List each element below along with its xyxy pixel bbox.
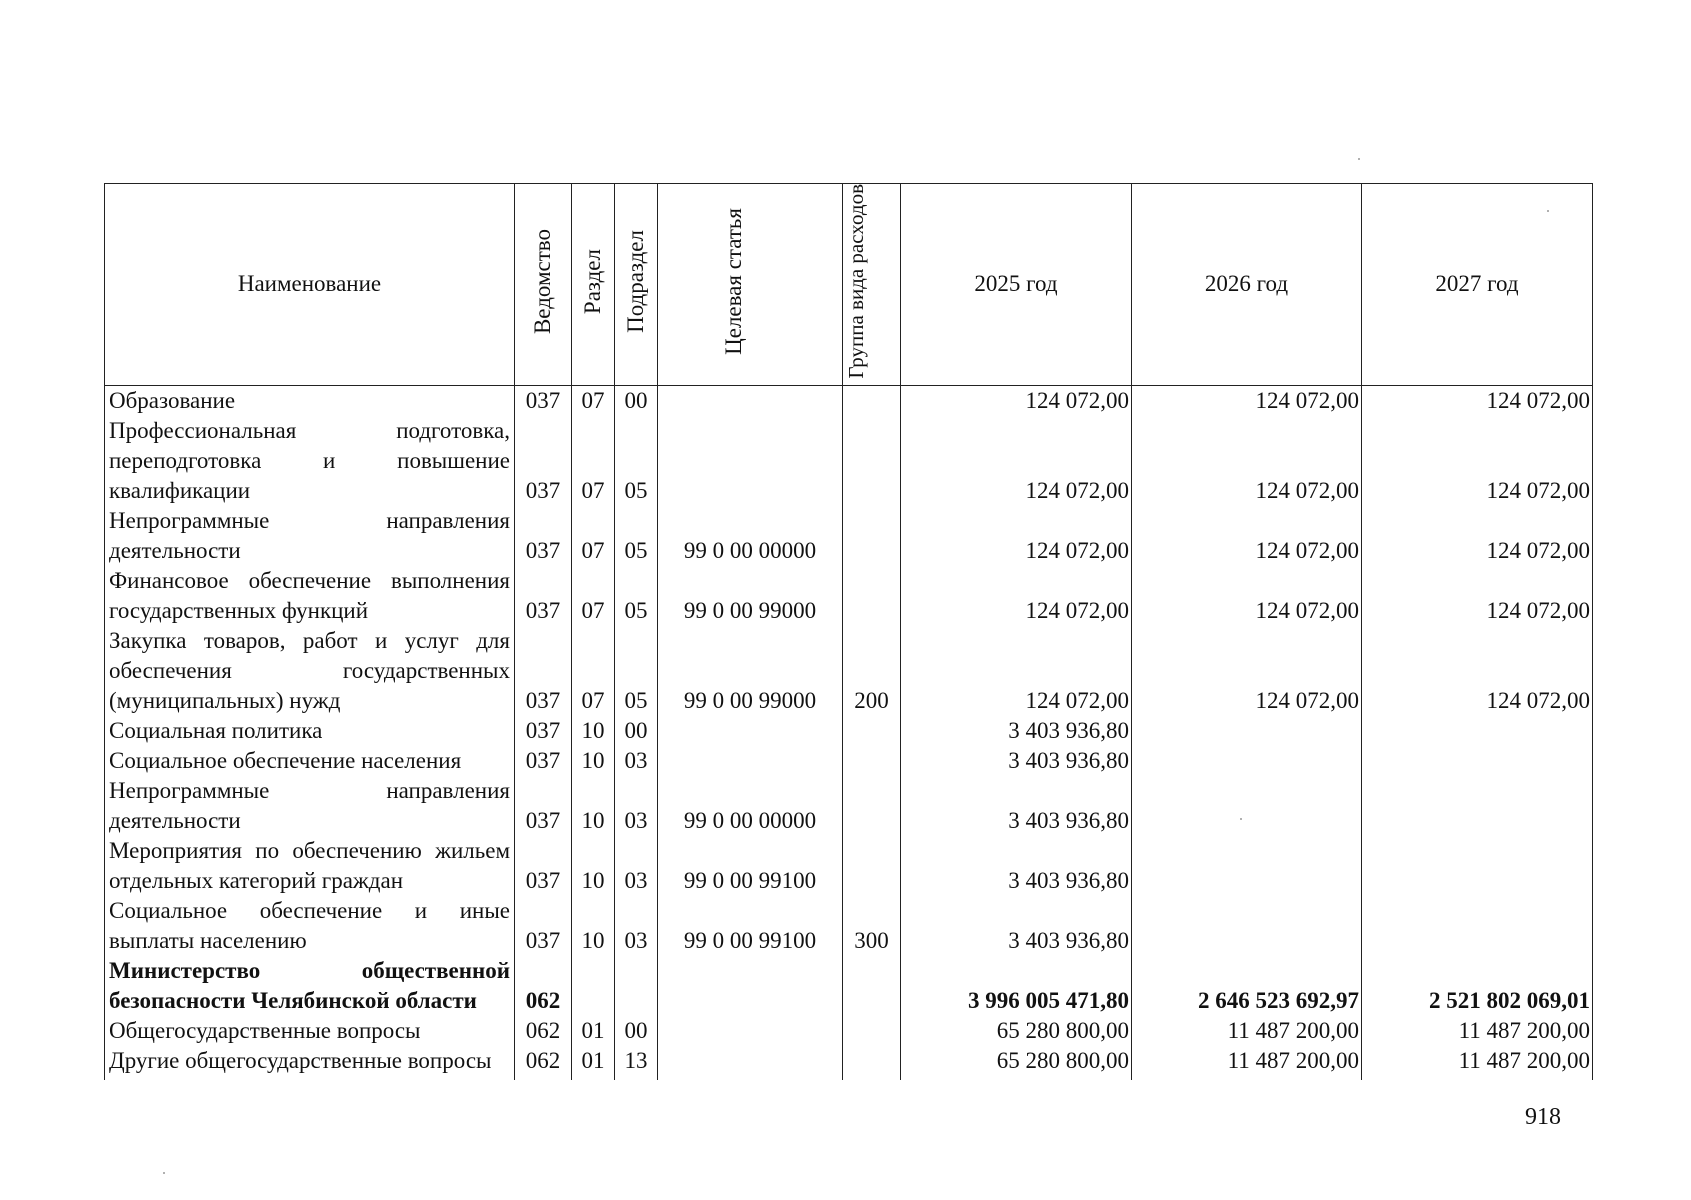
row-expense-group	[843, 1046, 901, 1080]
row-amount-2025: 124 072,00	[901, 506, 1132, 566]
row-amount-2026	[1132, 836, 1362, 896]
table-row	[105, 776, 1593, 836]
row-razdel: 07	[572, 416, 615, 506]
row-podrazdel: 03	[615, 836, 658, 896]
row-amount-2026: 2 646 523 692,97	[1132, 956, 1362, 1016]
table-row	[105, 956, 1593, 1016]
row-amount-2026: 124 072,00	[1132, 626, 1362, 716]
row-amount-2026	[1132, 776, 1362, 836]
row-amount-2027: 124 072,00	[1362, 416, 1593, 506]
table-row	[105, 746, 1593, 776]
row-amount-2027: 124 072,00	[1362, 626, 1593, 716]
row-amount-2027: 124 072,00	[1362, 506, 1593, 566]
row-amount-2025: 3 403 936,80	[901, 746, 1132, 776]
row-razdel: 10	[572, 836, 615, 896]
row-name: Финансовое обеспечение выполнения государственных функций	[105, 566, 515, 626]
scan-speck	[1358, 158, 1360, 160]
row-name: Социальное обеспечение и иные выплаты населению	[105, 896, 515, 956]
row-vedomstvo: 037	[515, 896, 572, 956]
row-target-article	[658, 1046, 843, 1080]
row-target-article	[658, 716, 843, 746]
row-vedomstvo: 037	[515, 776, 572, 836]
row-vedomstvo: 037	[515, 746, 572, 776]
row-vedomstvo: 037	[515, 626, 572, 716]
row-razdel: 10	[572, 776, 615, 836]
row-razdel: 07	[572, 506, 615, 566]
row-name: Общегосударственные вопросы	[105, 1016, 515, 1046]
row-podrazdel: 05	[615, 416, 658, 506]
row-target-article: 99 0 00 00000	[658, 506, 843, 566]
row-razdel: 07	[572, 626, 615, 716]
row-name: Образование	[105, 385, 515, 416]
row-name: Социальное обеспечение населения	[105, 746, 515, 776]
row-podrazdel	[615, 956, 658, 1016]
scan-speck	[163, 1172, 165, 1174]
row-vedomstvo: 062	[515, 956, 572, 1016]
row-amount-2027	[1362, 746, 1593, 776]
row-vedomstvo: 037	[515, 836, 572, 896]
header-razdel: Раздел	[572, 184, 615, 386]
row-podrazdel: 03	[615, 776, 658, 836]
header-2026: 2026 год	[1132, 184, 1362, 386]
table-row	[105, 1046, 1593, 1080]
row-podrazdel: 05	[615, 566, 658, 626]
row-amount-2027	[1362, 716, 1593, 746]
row-expense-group	[843, 566, 901, 626]
row-target-article	[658, 746, 843, 776]
row-target-article: 99 0 00 99000	[658, 626, 843, 716]
table-row	[105, 1016, 1593, 1046]
row-amount-2025: 65 280 800,00	[901, 1016, 1132, 1046]
row-vedomstvo: 037	[515, 506, 572, 566]
row-expense-group: 300	[843, 896, 901, 956]
row-amount-2026: 124 072,00	[1132, 506, 1362, 566]
row-amount-2026: 11 487 200,00	[1132, 1046, 1362, 1080]
row-target-article	[658, 416, 843, 506]
row-amount-2027: 124 072,00	[1362, 385, 1593, 416]
row-amount-2027: 2 521 802 069,01	[1362, 956, 1593, 1016]
row-razdel: 01	[572, 1016, 615, 1046]
row-vedomstvo: 062	[515, 1016, 572, 1046]
row-expense-group	[843, 776, 901, 836]
row-podrazdel: 00	[615, 1016, 658, 1046]
row-razdel: 07	[572, 566, 615, 626]
row-name: Министерство общественной безопасности Челябинской области	[105, 956, 515, 1016]
row-target-article	[658, 385, 843, 416]
row-name: Другие общегосударственные вопросы	[105, 1046, 515, 1080]
row-amount-2025: 124 072,00	[901, 385, 1132, 416]
row-expense-group	[843, 746, 901, 776]
header-podrazdel: Подраздел	[615, 184, 658, 386]
row-podrazdel: 13	[615, 1046, 658, 1080]
row-vedomstvo: 037	[515, 716, 572, 746]
row-podrazdel: 03	[615, 896, 658, 956]
table-row	[105, 506, 1593, 566]
header-target: Целевая статья	[658, 184, 843, 386]
header-2025: 2025 год	[901, 184, 1132, 386]
row-target-article: 99 0 00 99100	[658, 836, 843, 896]
row-amount-2027: 11 487 200,00	[1362, 1016, 1593, 1046]
table-row	[105, 416, 1593, 506]
row-name: Социальная политика	[105, 716, 515, 746]
row-name: Непрограммные направления деятельности	[105, 506, 515, 566]
row-target-article	[658, 1016, 843, 1046]
header-group: Группа вида расходов	[843, 184, 901, 386]
table-body	[105, 385, 1593, 1080]
row-amount-2026	[1132, 746, 1362, 776]
row-amount-2025: 3 403 936,80	[901, 896, 1132, 956]
row-amount-2025: 3 403 936,80	[901, 836, 1132, 896]
row-vedomstvo: 037	[515, 385, 572, 416]
row-expense-group	[843, 716, 901, 746]
row-expense-group	[843, 506, 901, 566]
table-row	[105, 836, 1593, 896]
scan-speck	[1240, 818, 1242, 820]
row-expense-group	[843, 1016, 901, 1046]
row-amount-2027	[1362, 896, 1593, 956]
row-razdel: 01	[572, 1046, 615, 1080]
row-razdel: 10	[572, 716, 615, 746]
row-podrazdel: 05	[615, 626, 658, 716]
budget-table	[104, 183, 1593, 1080]
row-podrazdel: 05	[615, 506, 658, 566]
row-vedomstvo: 037	[515, 416, 572, 506]
table-row	[105, 566, 1593, 626]
row-target-article: 99 0 00 00000	[658, 776, 843, 836]
row-expense-group: 200	[843, 626, 901, 716]
row-name: Закупка товаров, работ и услуг для обеспечения государственных (муниципальных) нужд	[105, 626, 515, 716]
row-amount-2027	[1362, 776, 1593, 836]
row-amount-2025: 124 072,00	[901, 566, 1132, 626]
row-target-article: 99 0 00 99000	[658, 566, 843, 626]
row-amount-2025: 124 072,00	[901, 626, 1132, 716]
table-row	[105, 716, 1593, 746]
header-2027: 2027 год	[1362, 184, 1593, 386]
row-expense-group	[843, 956, 901, 1016]
header-name: Наименование	[105, 184, 515, 386]
row-razdel	[572, 956, 615, 1016]
row-amount-2027: 11 487 200,00	[1362, 1046, 1593, 1080]
row-name: Непрограммные направления деятельности	[105, 776, 515, 836]
row-amount-2026: 11 487 200,00	[1132, 1016, 1362, 1046]
row-amount-2025: 3 403 936,80	[901, 716, 1132, 746]
row-amount-2025: 65 280 800,00	[901, 1046, 1132, 1080]
row-name: Мероприятия по обеспечению жильем отдельных категорий граждан	[105, 836, 515, 896]
table-row	[105, 896, 1593, 956]
row-expense-group	[843, 416, 901, 506]
row-razdel: 10	[572, 746, 615, 776]
row-amount-2027	[1362, 836, 1593, 896]
row-amount-2026	[1132, 896, 1362, 956]
row-amount-2026: 124 072,00	[1132, 566, 1362, 626]
row-amount-2025: 3 996 005 471,80	[901, 956, 1132, 1016]
row-amount-2025: 124 072,00	[901, 416, 1132, 506]
row-amount-2026: 124 072,00	[1132, 385, 1362, 416]
row-podrazdel: 00	[615, 385, 658, 416]
table-header-row	[105, 184, 1593, 386]
row-razdel: 07	[572, 385, 615, 416]
row-amount-2026	[1132, 716, 1362, 746]
row-target-article	[658, 956, 843, 1016]
row-target-article: 99 0 00 99100	[658, 896, 843, 956]
header-vedomstvo: Ведомство	[515, 184, 572, 386]
row-amount-2027: 124 072,00	[1362, 566, 1593, 626]
row-vedomstvo: 062	[515, 1046, 572, 1080]
row-podrazdel: 03	[615, 746, 658, 776]
scan-speck	[1547, 210, 1549, 212]
page-number: 918	[1525, 1104, 1561, 1130]
table-row	[105, 385, 1593, 416]
row-expense-group	[843, 385, 901, 416]
table-row	[105, 626, 1593, 716]
row-razdel: 10	[572, 896, 615, 956]
row-amount-2026: 124 072,00	[1132, 416, 1362, 506]
row-vedomstvo: 037	[515, 566, 572, 626]
row-amount-2025: 3 403 936,80	[901, 776, 1132, 836]
row-expense-group	[843, 836, 901, 896]
row-podrazdel: 00	[615, 716, 658, 746]
row-name: Профессиональная подготовка, переподготовка и повышение квалификации	[105, 416, 515, 506]
